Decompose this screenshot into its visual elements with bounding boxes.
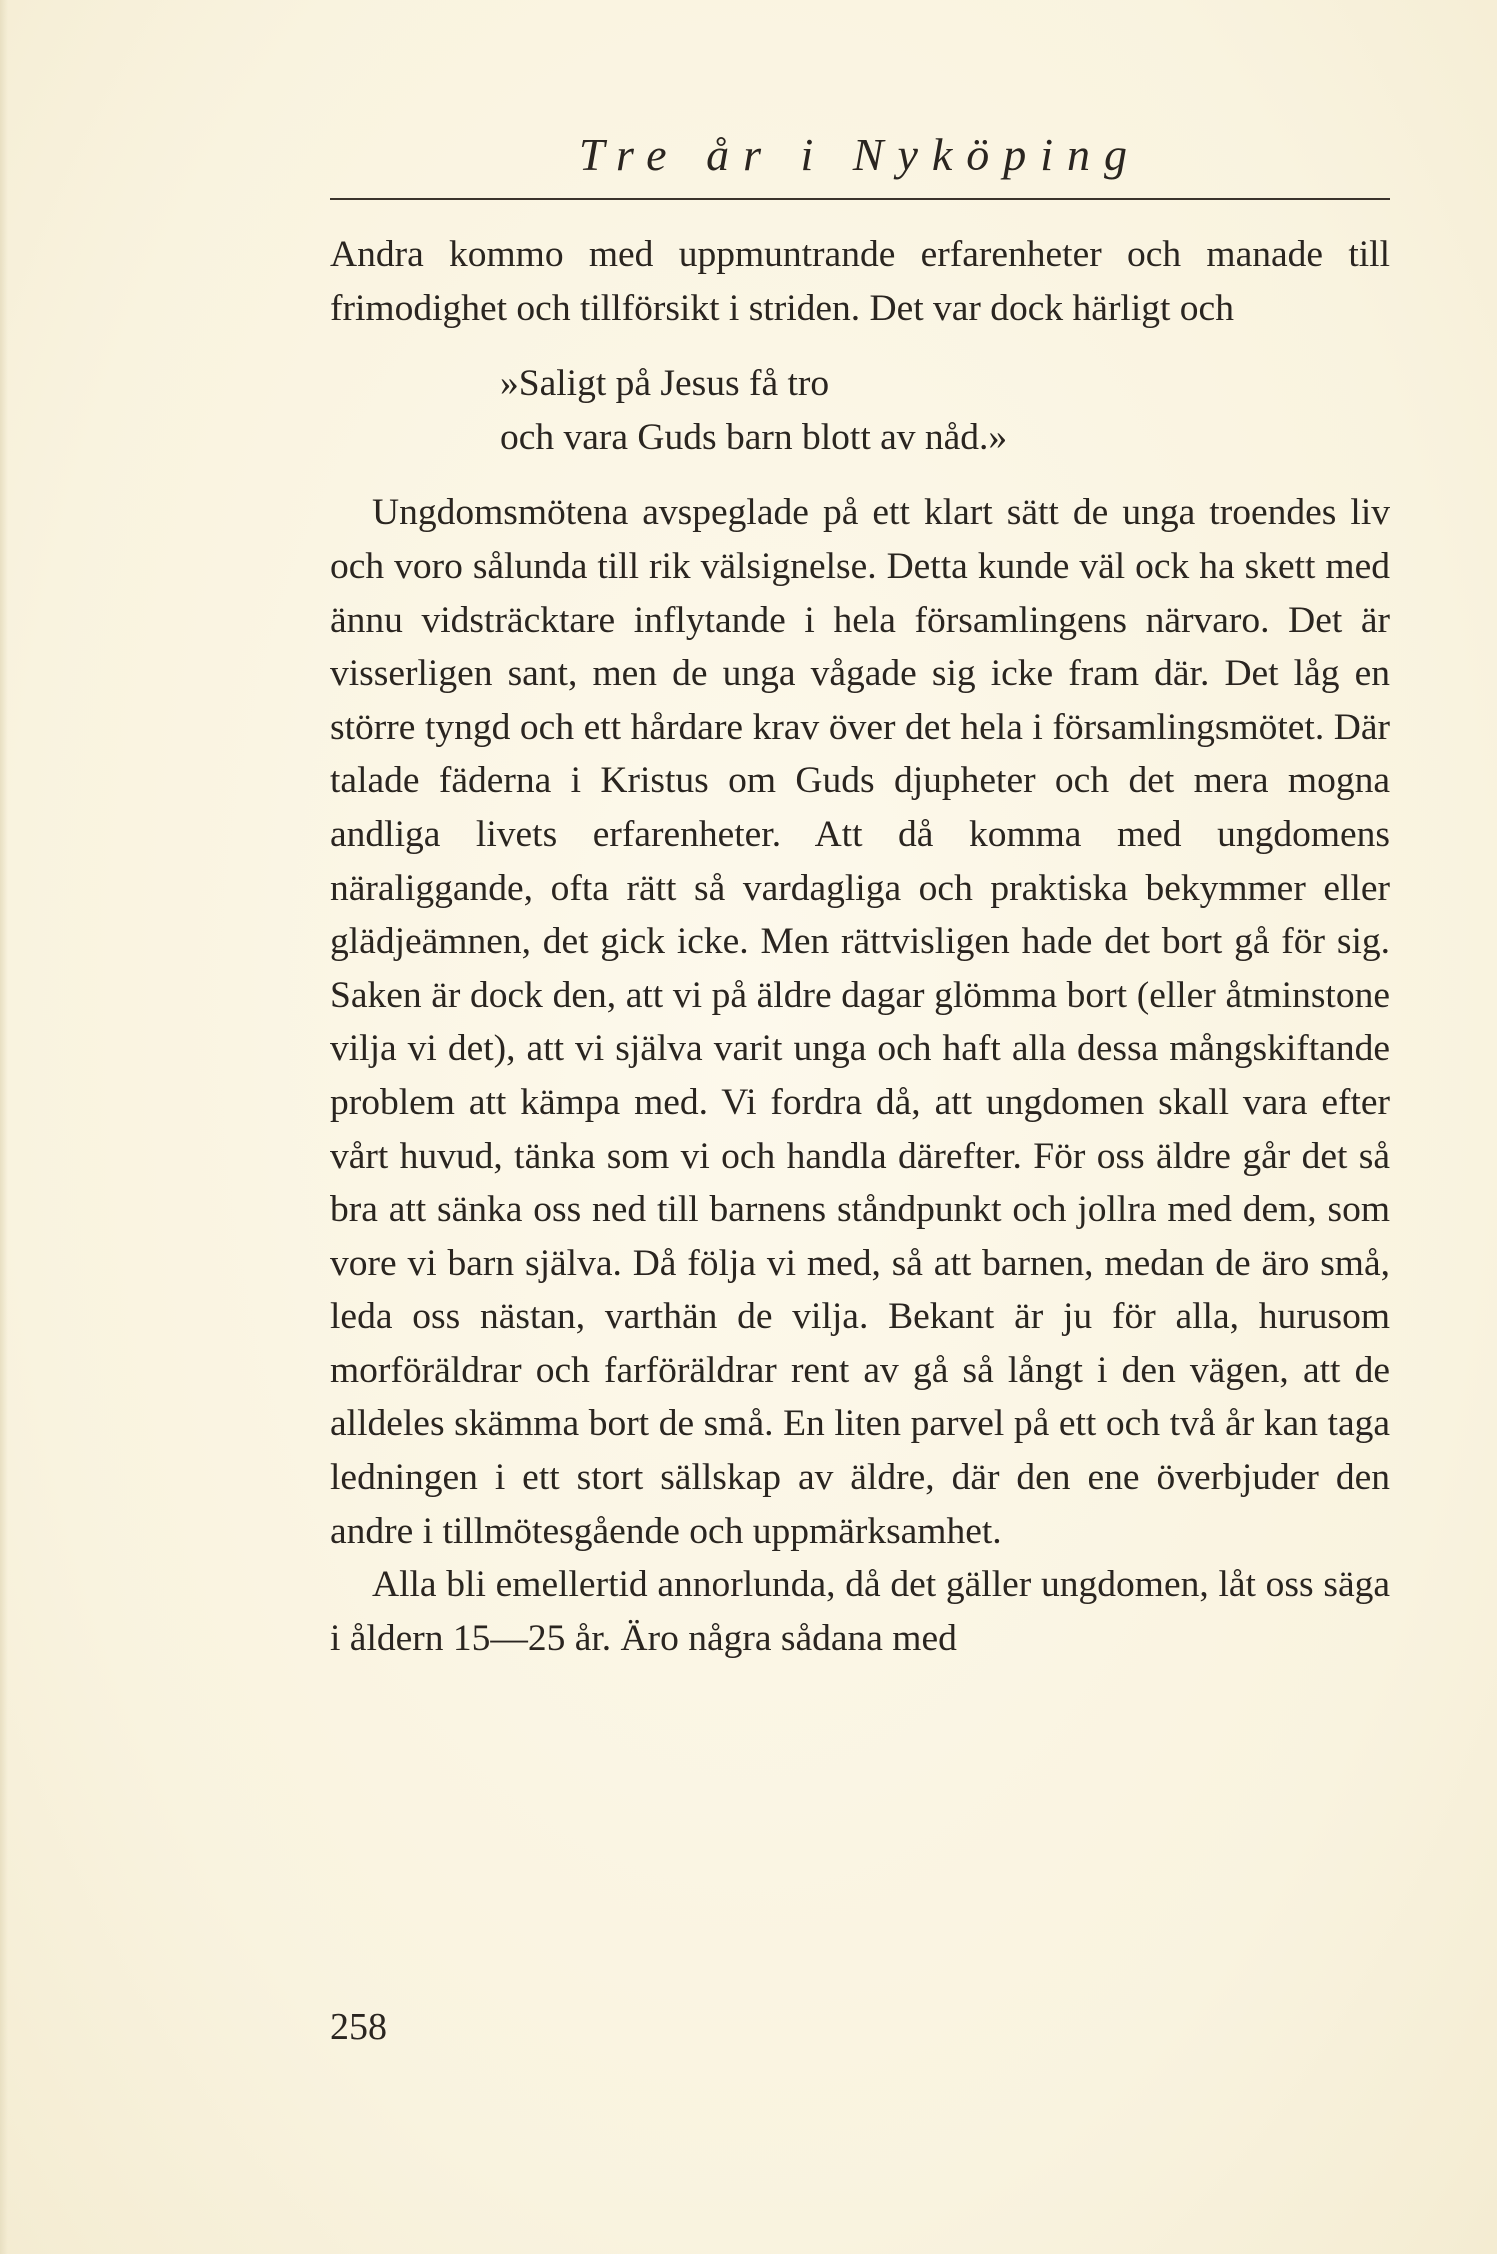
page-number: 258 (330, 2006, 387, 2048)
hymn-quote (500, 357, 1390, 464)
running-head: Tre år i Nyköping (578, 129, 1142, 180)
paragraph-2: Ungdomsmötena avspeglade på ett klart sätt de unga troendes liv och voro sålunda till rik välsignelse. Detta kunde väl ock ha skett med ännu vidsträcktare inflytande i hela församlingens närvaro. Det är visserligen sant, men de unga vågade sig icke fram där. Det låg en större tyngd och ett hårdare krav över det hela i församlingsmötet. Där talade fäderna i Kristus om Guds djupheter och det mera mogna andliga livets erfarenheter. Att då komma med ungdomens näraliggande, ofta rätt så vardagliga och praktiska bekymmer eller glädjeämnen, det gick icke. Men rättvisligen hade det bort gå för sig. Saken är dock den, att vi på äldre dagar glömma bort (eller åtminstone vilja vi det), att vi själva varit unga och haft alla dessa mångskiftande problem att kämpa med. Vi fordra då, att ungdomen skall vara efter vårt huvud, tänka som vi och handla därefter. För oss äldre går det så bra att sänka oss ned till barnens ståndpunkt och jollra med dem, som vore vi barn själva. Då följa vi med, så att barnen, medan de äro små, leda oss nästan, varthän de vilja. Bekant är ju för alla, hurusom morföräldrar och farföräldrar rent av gå så långt i den vägen, att de alldeles skämma bort de små. En liten parvel på ett och två år kan taga ledningen i ett stort sällskap av äldre, där den ene överbjuder den andre i tillmötesgående och uppmärksamhet. (330, 492, 1390, 1552)
paragraph-3: Alla bli emellertid annorlunda, då det gäller ungdomen, låt oss säga i åldern 15—25 år. Äro några sådana med (330, 1564, 1390, 1659)
paragraph-1: Andra kommo med uppmuntrande erfarenheter och manade till frimodighet och tillförsikt i striden. Det var dock härligt och (330, 234, 1390, 329)
quote-line-1: »Saligt på Jesus få tro (500, 363, 830, 405)
header-rule (330, 198, 1390, 200)
body-text (330, 228, 1390, 1665)
page-edge-shadow (0, 0, 8, 2254)
quote-line-2: och vara Guds barn blott av nåd.» (500, 416, 1008, 458)
